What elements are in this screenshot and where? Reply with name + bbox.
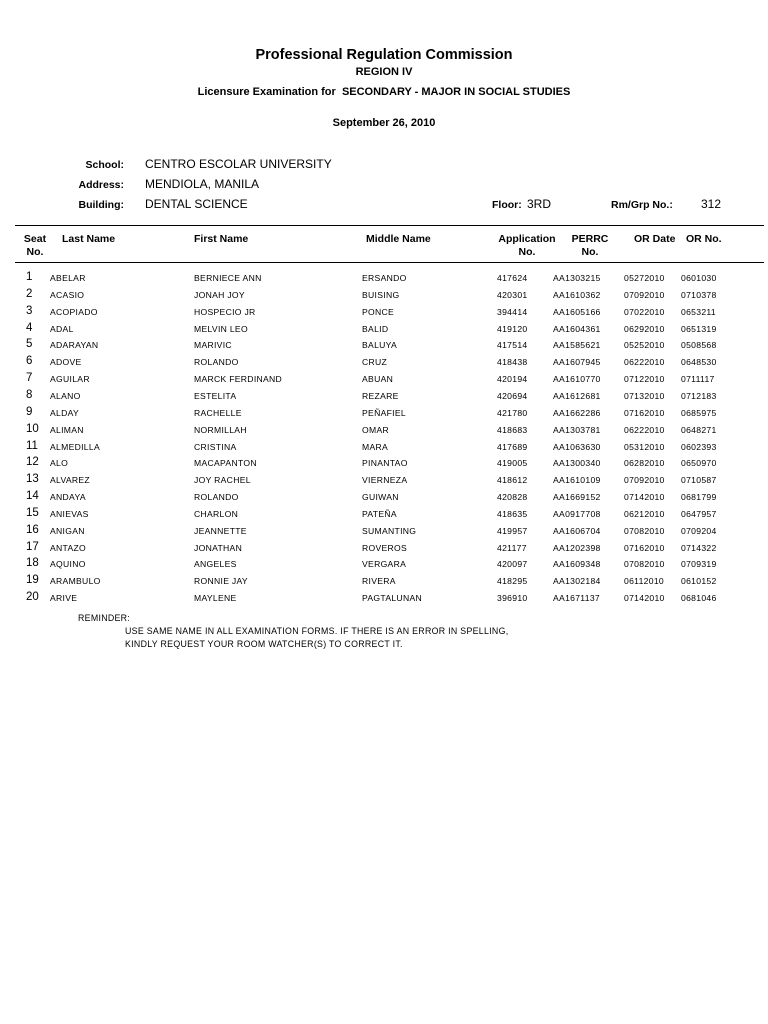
or-date: 07082010 [624, 525, 665, 536]
seat-no: 18 [26, 557, 39, 570]
application-no: 420828 [497, 492, 528, 503]
last-name: AGUILAR [50, 374, 90, 385]
seat-no: 12 [26, 456, 39, 469]
application-no: 418683 [497, 424, 528, 435]
last-name: ADOVE [50, 357, 82, 368]
seat-no: 5 [26, 338, 33, 351]
or-date: 07162010 [624, 407, 665, 418]
last-name: ALIMAN [50, 424, 84, 435]
first-name: ROLANDO [194, 357, 239, 368]
first-name: HOSPECIO JR [194, 306, 256, 317]
application-no: 418438 [497, 357, 528, 368]
perrc-no: AA1202398 [553, 542, 601, 553]
or-no: 0651319 [681, 323, 717, 334]
application-no: 418635 [497, 508, 528, 519]
last-name: ALO [50, 458, 69, 469]
exam-prefix: Licensure Examination for [197, 86, 336, 98]
middle-name: GUIWAN [362, 492, 399, 503]
application-no: 417624 [497, 273, 528, 283]
or-no: 0681799 [681, 492, 717, 503]
last-name: ALANO [50, 390, 81, 401]
or-no: 0710587 [681, 475, 717, 486]
middle-name: PATEÑA [362, 508, 397, 519]
middle-name: CRUZ [362, 357, 388, 368]
last-name: ABELAR [50, 273, 86, 283]
application-no: 417514 [497, 340, 528, 351]
exam-name: SECONDARY - MAJOR IN SOCIAL STUDIES [341, 86, 571, 98]
or-no: 0711117 [681, 374, 715, 385]
or-no: 0610152 [681, 576, 717, 587]
col-first-name: First Name [194, 233, 249, 245]
first-name: ROLANDO [194, 492, 239, 503]
application-no: 420301 [497, 289, 528, 300]
or-date: 07142010 [624, 593, 665, 604]
first-name: ANGELES [194, 559, 237, 570]
middle-name: PINANTAO [362, 458, 408, 469]
region-title: REGION IV [355, 66, 413, 78]
col-application-line1: Application [498, 233, 556, 245]
org-title: Professional Regulation Commission [255, 47, 513, 63]
last-name: ALDAY [50, 407, 80, 418]
or-no: 0602393 [681, 441, 717, 452]
middle-name: BALUYA [362, 340, 398, 351]
reminder-title: REMINDER: [78, 613, 131, 623]
exam-title [0, 86, 768, 98]
first-name: JOY RACHEL [194, 475, 251, 486]
last-name: ARIVE [50, 593, 78, 604]
table-top-rule [15, 225, 764, 226]
application-no: 396910 [497, 593, 528, 604]
col-application-line2: No. [518, 246, 536, 258]
school-label: School: [85, 159, 124, 171]
perrc-no: AA1610109 [553, 475, 601, 486]
perrc-no: AA1302184 [553, 576, 601, 587]
perrc-no: AA1610770 [553, 374, 601, 385]
col-middle-name: Middle Name [366, 233, 431, 245]
middle-name: VERGARA [362, 559, 407, 570]
perrc-no: AA1610362 [553, 289, 601, 300]
or-no: 0712183 [681, 390, 717, 401]
last-name: ALVAREZ [50, 475, 90, 486]
perrc-no: AA1609348 [553, 559, 601, 570]
perrc-no: AA1303781 [553, 424, 601, 435]
middle-name: MARA [362, 441, 389, 452]
or-date: 06292010 [624, 323, 665, 334]
perrc-no: AA0917708 [553, 508, 601, 519]
first-name: JONATHAN [194, 542, 243, 553]
or-date: 05252010 [624, 340, 665, 351]
middle-name: ROVEROS [362, 542, 408, 553]
perrc-no: AA1604361 [553, 323, 601, 334]
middle-name: PONCE [362, 306, 395, 317]
first-name: RACHELLE [194, 407, 242, 418]
first-name: MACAPANTON [194, 458, 257, 469]
first-name: MARCK FERDINAND [194, 374, 283, 385]
exam-date: September 26, 2010 [332, 117, 436, 129]
room-label: Rm/Grp No.: [611, 199, 673, 211]
application-no: 419005 [497, 458, 528, 469]
application-no: 418295 [497, 576, 528, 587]
first-name: JEANNETTE [194, 525, 247, 536]
last-name: ARAMBULO [50, 576, 101, 587]
col-seat-line2: No. [26, 246, 44, 258]
table-header-rule [15, 262, 764, 263]
application-no: 420097 [497, 559, 528, 570]
floor-label: Floor: [492, 199, 522, 211]
col-application [493, 233, 561, 259]
col-perrc-line1: PERRC [571, 233, 609, 245]
seat-no: 15 [26, 506, 39, 519]
middle-name: ERSANDO [362, 273, 407, 283]
first-name: ESTELITA [194, 390, 237, 401]
application-no: 418612 [497, 475, 528, 486]
or-date: 07122010 [624, 374, 665, 385]
or-no: 0650970 [681, 458, 717, 469]
last-name: ADARAYAN [50, 340, 99, 351]
last-name: ACOPIADO [50, 306, 98, 317]
or-date: 06112010 [624, 576, 664, 587]
or-date: 07022010 [624, 306, 665, 317]
col-perrc-line2: No. [581, 246, 599, 258]
building-label: Building: [78, 199, 124, 211]
or-date: 06222010 [624, 357, 665, 368]
seat-no: 20 [26, 591, 39, 604]
or-no: 0601030 [681, 273, 717, 283]
application-no: 420694 [497, 390, 528, 401]
or-no: 0647957 [681, 508, 717, 519]
last-name: ANDAYA [50, 492, 86, 503]
first-name: MARIVIC [194, 340, 232, 351]
perrc-no: AA1585621 [553, 340, 601, 351]
or-no: 0685975 [681, 407, 717, 418]
first-name: MAYLENE [194, 593, 237, 604]
perrc-no: AA1662286 [553, 407, 601, 418]
perrc-no: AA1300340 [553, 458, 601, 469]
last-name: ADAL [50, 323, 74, 334]
or-date: 05312010 [624, 441, 665, 452]
perrc-no: AA1063630 [553, 441, 601, 452]
seat-no: 19 [26, 574, 39, 587]
last-name: ACASIO [50, 289, 85, 300]
first-name: CHARLON [194, 508, 239, 519]
middle-name: PAGTALUNAN [362, 593, 422, 604]
building-value: DENTAL SCIENCE [145, 197, 248, 211]
application-no: 421177 [497, 542, 527, 553]
or-no: 0709319 [681, 559, 717, 570]
first-name: CRISTINA [194, 441, 237, 452]
address-value: MENDIOLA, MANILA [145, 177, 260, 191]
seat-no: 7 [26, 372, 33, 385]
middle-name: BUISING [362, 289, 400, 300]
reminder-line2: KINDLY REQUEST YOUR ROOM WATCHER(S) TO CORRECT IT. [125, 639, 403, 649]
or-date: 07082010 [624, 559, 665, 570]
or-date: 07132010 [624, 390, 665, 401]
last-name: ANTAZO [50, 542, 87, 553]
floor-value: 3RD [527, 197, 552, 211]
seat-no: 16 [26, 523, 39, 536]
perrc-no: AA1303215 [553, 273, 601, 283]
first-name: NORMILLAH [194, 424, 247, 435]
application-no: 421780 [497, 407, 528, 418]
middle-name: OMAR [362, 424, 389, 435]
seat-no: 11 [26, 439, 38, 452]
col-perrc [562, 233, 618, 259]
perrc-no: AA1607945 [553, 357, 601, 368]
last-name: ANIEVAS [50, 508, 89, 519]
seat-no: 2 [26, 287, 33, 300]
first-name: BERNIECE ANN [194, 273, 262, 283]
seat-no: 14 [26, 490, 39, 503]
middle-name: REZARE [362, 390, 399, 401]
col-seat [15, 233, 55, 259]
application-no: 420194 [497, 374, 528, 385]
or-date: 06212010 [624, 508, 665, 519]
or-date: 06222010 [624, 424, 665, 435]
perrc-no: AA1669152 [553, 492, 601, 503]
or-no: 0508568 [681, 340, 717, 351]
col-last-name: Last Name [62, 233, 116, 245]
application-no: 417689 [497, 441, 528, 452]
col-or-date: OR Date [634, 233, 676, 245]
or-no: 0648530 [681, 357, 717, 368]
or-no: 0709204 [681, 525, 717, 536]
or-no: 0714322 [681, 542, 717, 553]
or-no: 0653211 [681, 306, 716, 317]
perrc-no: AA1612681 [553, 390, 601, 401]
address-label: Address: [78, 179, 124, 191]
first-name: RONNIE JAY [194, 576, 248, 587]
application-no: 419120 [497, 323, 528, 334]
seat-no: 13 [26, 473, 39, 486]
middle-name: ABUAN [362, 374, 394, 385]
application-no: 394414 [497, 306, 528, 317]
col-or-no: OR No. [686, 233, 722, 245]
seat-no: 10 [26, 422, 39, 435]
last-name: AQUINO [50, 559, 86, 570]
or-no: 0710378 [681, 289, 717, 300]
or-date: 07092010 [624, 289, 665, 300]
col-seat-line1: Seat [23, 233, 47, 245]
middle-name: BALID [362, 323, 389, 334]
middle-name: VIERNEZA [362, 475, 408, 486]
or-date: 07092010 [624, 475, 665, 486]
or-no: 0681046 [681, 593, 717, 604]
first-name: MELVIN LEO [194, 323, 248, 334]
seat-no: 8 [26, 388, 33, 401]
seat-no: 4 [26, 321, 33, 334]
middle-name: SUMANTING [362, 525, 417, 536]
last-name: ALMEDILLA [50, 441, 100, 452]
room-value: 312 [701, 197, 722, 211]
seat-no: 9 [26, 405, 33, 418]
perrc-no: AA1671137 [553, 593, 600, 604]
seat-no: 17 [26, 540, 39, 553]
or-date: 06282010 [624, 458, 665, 469]
reminder-line1: USE SAME NAME IN ALL EXAMINATION FORMS. IF THERE IS AN ERROR IN SPELLING, [125, 626, 509, 636]
school-value: CENTRO ESCOLAR UNIVERSITY [145, 157, 332, 171]
seat-no: 3 [26, 304, 33, 317]
seat-no: 1 [26, 271, 33, 283]
middle-name: RIVERA [362, 576, 396, 587]
or-date: 07162010 [624, 542, 665, 553]
or-date: 05272010 [624, 273, 665, 283]
perrc-no: AA1606704 [553, 525, 601, 536]
first-name: JONAH JOY [194, 289, 245, 300]
or-no: 0648271 [681, 424, 717, 435]
seat-no: 6 [26, 355, 33, 368]
application-no: 419957 [497, 525, 528, 536]
perrc-no: AA1605166 [553, 306, 601, 317]
middle-name: PEÑAFIEL [362, 407, 406, 418]
or-date: 07142010 [624, 492, 665, 503]
last-name: ANIGAN [50, 525, 85, 536]
